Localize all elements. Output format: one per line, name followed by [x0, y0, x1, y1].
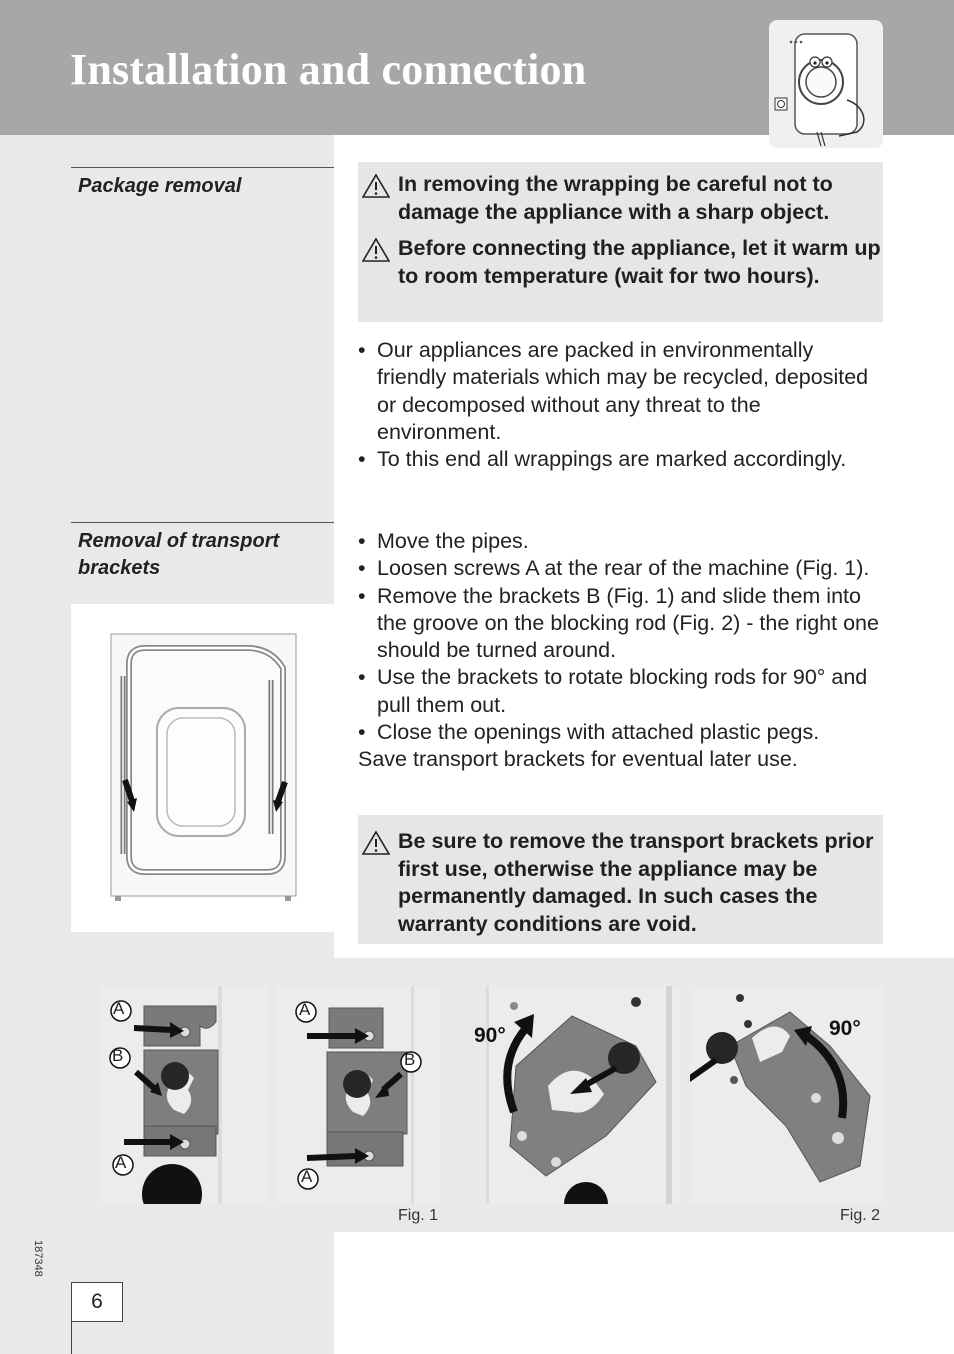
page-number-rule [71, 1320, 72, 1354]
list-item: • Move the pipes. [358, 528, 883, 555]
fig-label-b: B [112, 1046, 124, 1065]
list-item: • Use the brackets to rotate blocking rods for 90° and pull them out. [358, 664, 883, 719]
list-item: • Remove the brackets B (Fig. 1) and slide them into the groove on the blocking rod (Fig. 2) - the right one should be turned around. [358, 583, 883, 665]
list-item: • Close the openings with attached plastic pegs. [358, 719, 883, 746]
warning-text: Before connecting the appliance, let it warm up to room temperature (wait for two hours). [398, 236, 881, 288]
warning-triangle-icon [362, 173, 390, 198]
warning-text: Be sure to remove the transport brackets prior first use, otherwise the appliance may be permanently damaged. In such cases the warranty conditions are void. [398, 829, 874, 936]
list-item: • To this end all wrappings are marked accordingly. [358, 446, 883, 473]
warning-item [360, 235, 903, 290]
section-divider [71, 167, 334, 168]
package-bullet-list [358, 337, 883, 473]
page-number: 6 [71, 1282, 123, 1322]
fig2-caption: Fig. 2 [840, 1207, 881, 1224]
fig-label-a: A [113, 999, 125, 1018]
list-item: • Loosen screws A at the rear of the machine (Fig. 1). [358, 555, 883, 582]
warning-item [360, 171, 903, 226]
warning-box-package [358, 162, 883, 322]
section-divider [71, 522, 334, 523]
warning-text: In removing the wrapping be careful not to damage the appliance with a sharp object. [398, 172, 833, 224]
machine-rear-illustration [71, 604, 334, 932]
fig2-photo-left [474, 986, 680, 1204]
fig-label-a: A [301, 1167, 313, 1186]
rotation-label: 90° [474, 1024, 506, 1047]
list-item: • Our appliances are packed in environmentally friendly materials which may be recycled, deposited or decomposed without any threat to the environment. [358, 337, 883, 446]
fig-label-a: A [299, 1000, 311, 1019]
page-title: Installation and connection [70, 45, 587, 94]
warning-item [360, 828, 888, 938]
fig-label-a: A [115, 1153, 127, 1172]
fig1-photo-right [275, 986, 440, 1204]
section-label-transport-brackets: Removal of transport brackets [78, 530, 280, 579]
warning-box-transport [358, 815, 883, 944]
section-label-package-removal: Package removal [78, 175, 242, 197]
fig2-photo-right [690, 986, 883, 1204]
fig-label-b: B [404, 1050, 416, 1069]
warning-triangle-icon [362, 237, 390, 262]
fig1-photo-left [100, 986, 268, 1204]
transport-bullet-list [358, 528, 883, 774]
document-code: 187348 [32, 1240, 44, 1277]
washing-machine-plug-icon [769, 20, 883, 148]
fig1-caption: Fig. 1 [398, 1207, 439, 1224]
rotation-label: 90° [829, 1017, 861, 1040]
warning-triangle-icon [362, 830, 390, 855]
save-note: Save transport brackets for eventual later use. [358, 747, 798, 772]
